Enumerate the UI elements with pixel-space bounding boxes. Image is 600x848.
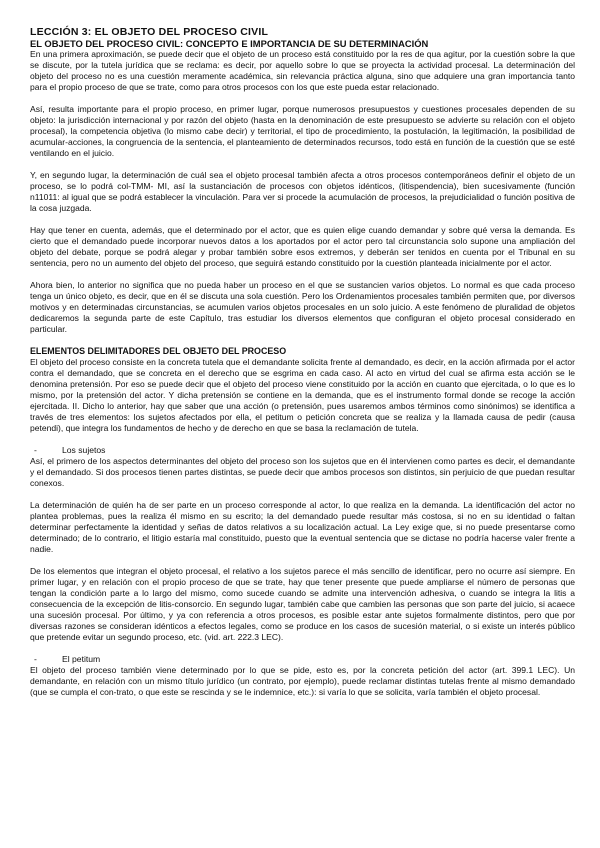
elements-heading: ELEMENTOS DELIMITADORES DEL OBJETO DEL PROCESO: [30, 346, 287, 356]
lesson-title: LECCIÓN 3: EL OBJETO DEL PROCESO CIVIL: [30, 26, 269, 38]
spacer: [30, 643, 575, 654]
spacer: [30, 434, 575, 445]
document-page: [30, 26, 575, 698]
spacer: [30, 214, 575, 225]
petitum-label: El petitum: [62, 654, 101, 664]
spacer: [30, 335, 575, 346]
intro-paragraph-4: Hay que tener en cuenta, además, que el determinado por el actor, que es quien elige cuando demandar y sobre qué versa la demanda. Es cierto que el demandado puede incorporar nuevos datos a los aportados por el actor pero tal circunstancia solo supone una ampliación del objeto del debate, porque se podrá alegar y probar también sobre esos extremos, y deberán ser tenidos en cuenta por el Tribunal en su sentencia, pero no un aumento del objeto del proceso, que seguirá estando constituido por la cuestión planteada inicialmente por el actor.: [30, 225, 575, 268]
sujetos-label: Los sujetos: [62, 445, 106, 455]
intro-paragraph-5: Ahora bien, lo anterior no significa que no pueda haber un proceso en el que se sustancien varios objetos. Lo normal es que cada proceso tenga un único objeto, es decir, que en él se discuta una sola cuestión. Pero los Ordenamientos procesales también permiten que, por diversos motivos y en determinadas circunstancias, se acumulen varios objetos procesales en un solo juicio. A este fenómeno de pluralidad de objetos dedicaremos la segunda parte de este Capítulo, tras estudiar los diversos elementos que configuran el objeto procesal considerado en particular.: [30, 280, 575, 334]
spacer: [30, 269, 575, 280]
intro-paragraph-2: Así, resulta importante para el propio proceso, en primer lugar, porque numerosos presupuestos y cuestiones procesales dependen de su objeto: la jurisdicción internacional y por razón del objeto (hasta en la denominación de este presupuesto se advierte su relación con el objeto procesal), la competencia objetiva (lo mismo cabe decir) y territorial, el tipo de procedimiento, la postulación, la legitimación, la posibilidad de acumular-acciones, la congruencia de la sentencia, el planteamiento de determinados recursos, todo está en función de la cuestión que se esté ventilando en el juicio.: [30, 104, 575, 158]
sujetos-paragraph-1: Así, el primero de los aspectos determinantes del objeto del proceso son los sujetos que en él intervienen como partes es decir, el demandante y el demandado. Si dos procesos tienen partes distintas, se puede decir que ambos procesos son distintos, sin perjuicio de que puedan resultar conexos.: [30, 456, 575, 488]
sujetos-paragraph-2: La determinación de quién ha de ser parte en un proceso corresponde al actor, lo que realiza en la demanda. La identificación del actor no plantea problemas, pues la realiza él mismo en su escrito; la del demandado puede resultar más costosa, si no en su identidad o faltan determinar perfectamente la identidad y señas de datos relativos a su localización actual. La Ley exige que, si no puede presentarse como determinado; de lo contrario, el litigio estaría mal constituido, puesto que la eventual sentencia que se dictase no podría hacerse valer frente a nadie.: [30, 500, 575, 554]
spacer: [30, 159, 575, 170]
bullet-dash: -: [34, 654, 37, 664]
intro-paragraph-1: En una primera aproximación, se puede decir que el objeto de un proceso está constituido por la res de qua agitur, por la cuestión sobre la que se discute, por la tutela jurídica que se reclama: es decir, por aquello sobre lo que se proyecta la actividad procesal. La determinación del objeto del proceso no es una cuestión meramente académica, sin relevancia práctica alguna, sino que adquiere una gran importancia tanto para el propio proceso de que se trate, como para otros procesos con los que este pueda estar relacionado.: [30, 49, 575, 92]
spacer: [30, 93, 575, 104]
section-subtitle: EL OBJETO DEL PROCESO CIVIL: CONCEPTO E IMPORTANCIA DE SU DETERMINACIÓN: [30, 38, 429, 49]
elements-paragraph: El objeto del proceso consiste en la concreta tutela que el demandante solicita frente al demandado, es decir, en la acción afirmada por el actor contra el demandado, que se concreta en el derecho que se esgrima en cada caso. Al acto en virtud del cual se afirma esta acción se le denomina pretensión. Por eso se puede decir que el objeto del proceso viene constituido por la acción en cuanto que ejercitada, o lo que es lo mismo, por la pretensión del actor. Y dicha pretensión se contiene en la demanda, que es el instrumento formal donde se recoge la acción ejercitada. II. Dicho lo anterior, hay que saber que una acción (o pretensión, pues usaremos ambos términos como sinónimos) se identifica a través de tres elementos: los sujetos afectados por ella, el petitum o petición concreta que se realiza y la llamada causa de pedir (causa petendi), que integra los fundamentos de hecho y de derecho en que se basa la reclamación de tutela.: [30, 357, 575, 433]
intro-paragraph-3: Y, en segundo lugar, la determinación de cuál sea el objeto procesal también afecta a otros procesos contemporáneos definir el objeto de un proceso, se lo podrá col-TMM- MI, así la sustanciación de procesos con objetos idénticos, (litispendencia), bien sucesivamente (función n11011: al igual que se podrá establecer la vinculación. Para ver si procede la acumulación de procesos, la prejudicialidad o función positiva de la cosa juzgada.: [30, 170, 575, 213]
petitum-bullet: [30, 654, 575, 665]
spacer: [30, 489, 575, 500]
bullet-dash: -: [34, 445, 37, 455]
petitum-paragraph: El objeto del proceso también viene determinado por lo que se pide, esto es, por la concreta petición del actor (art. 399.1 LEC). Un demandante, en relación con un mismo título jurídico (un contrato, por ejemplo), puede reclamar distintas tutelas frente al mismo demandado (que se cumpla el con-trato, o que este se rescinda y se le indemnice, etc.): si varía lo que se solicita, varía también el objeto procesal.: [30, 665, 575, 697]
spacer: [30, 555, 575, 566]
sujetos-paragraph-3: De los elementos que integran el objeto procesal, el relativo a los sujetos parece el más sencillo de identificar, pero no ocurre así siempre. En primer lugar, y en relación con el propio proceso de que se trate, hay que tener presente que puede ampliarse el número de personas que tengan la condición parte a lo largo del mismo, como sucede cuando se admite una intervención adhesiva, o cuando se integra la litis a consecuencia de la excepción de litis-consorcio. En segundo lugar, también cabe que cambien las personas que son parte del juicio, si acaece una sucesión procesal. Por último, y ya con referencia a otros procesos, es posible estar ante sujetos formalmente distintos, pero que por diversas razones se consideran idénticos a efectos legales, como se produce en los casos de sucesión material, o si existe un interés público que pretende evitar un segundo proceso, etc. (vid. art. 222.3 LEC).: [30, 566, 575, 642]
sujetos-bullet: [30, 445, 575, 456]
